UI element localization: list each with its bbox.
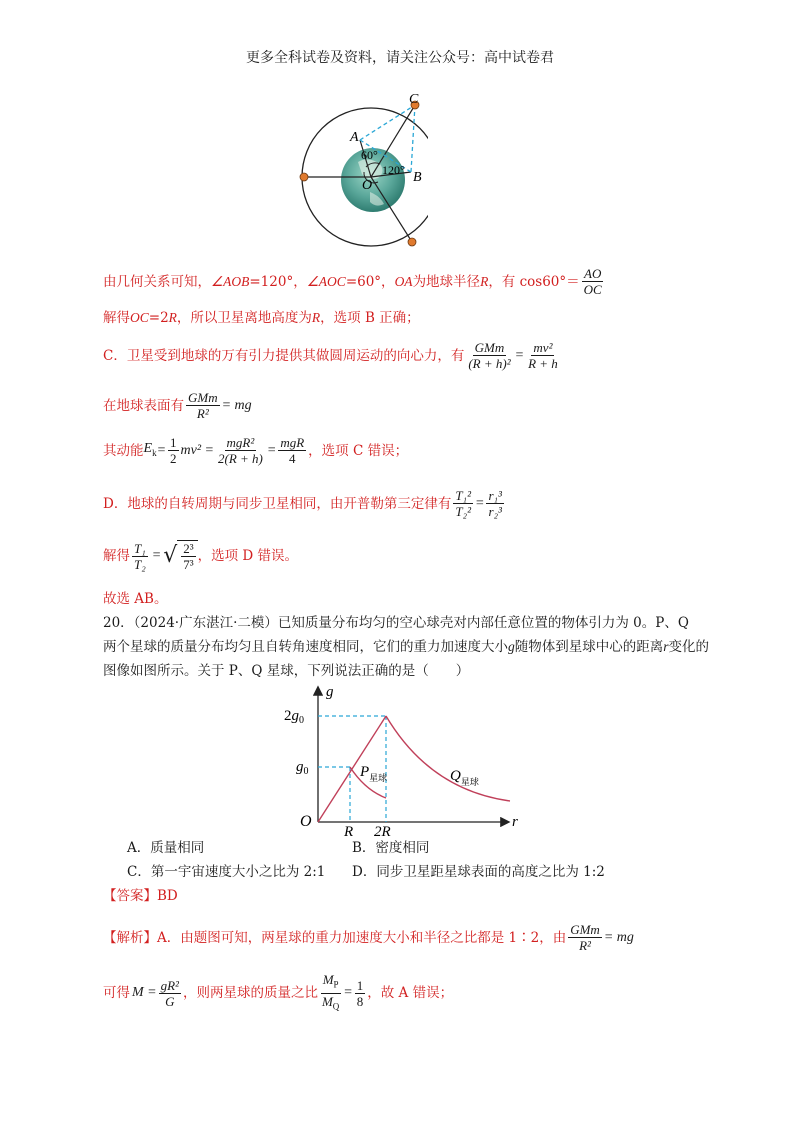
solution-line-1: 由几何关系可知， ∠AOB =120°， ∠AOC =60°， OA 为地球半径 R ，有 cos60°＝ $\frac{AO}{OC}$ [103, 266, 602, 297]
option-d[interactable]: D．同步卫星距星球表面的高度之比为 1:2 [352, 864, 605, 880]
page-header: 更多全科试卷及资料，请关注公众号：高中试卷君 [246, 50, 554, 66]
analysis-line-1: 【解析】 A．由题图可知，两星球的重力加速度大小和半径之比都是 1∶2，由 $\frac{\text{GMm}}{\text{R²}}$ = mg [103, 922, 634, 953]
analysis-line-2: 可得 M = $\frac{\text{gR²}}{G}$ ，则两星球的质量之比 $\frac{M_P}{M_Q}$ = $\frac{1}{8}$ ，故 A 错误； [103, 972, 454, 1012]
label-a: A [350, 130, 359, 145]
axis-g-label: g [326, 684, 334, 700]
origin-label: O [300, 813, 312, 830]
label-o: O [362, 178, 373, 193]
question-20-line-3: 图像如图所示。关于 P、Q 星球，下列说法正确的是（ ） [103, 663, 470, 679]
dashed-cb [411, 105, 415, 172]
option-c[interactable]: C．第一宇宙速度大小之比为 2:1 [127, 864, 326, 880]
p-label: $P_{星球}$ [360, 764, 388, 784]
solution-line-6: D．地球的自转周期与同步卫星相同，由开普勒第三定律有 $\frac{\text{T₁²}}{\text{T₂²}}$ = $\frac{\text{r₁³}}{\text{r₂³}}$ [103, 488, 502, 519]
axis-r-label: r [512, 814, 518, 830]
tick-g0: $g_0$ [296, 759, 309, 777]
q-label: $Q_{星球}$ [450, 768, 479, 788]
satellite-dot [300, 173, 308, 181]
tick-r: R [344, 824, 354, 838]
solution-line-5: 其动能 $E_k$ = $\frac{1}{2}$ mv² = $\frac{\text{mgR²}}{2(R + h)}$ = $\frac{\text{mgR}}{4}$ ，选项 C 错误； [103, 435, 409, 466]
tick-2g0: $2g_0$ [284, 708, 304, 726]
orbit-figure [298, 92, 428, 252]
label-b: B [413, 170, 422, 185]
tick-2r: 2R [374, 824, 391, 838]
satellite-dot [408, 238, 416, 246]
solution-line-2: 解得OC=2R，所以卫星离地高度为R，选项 B 正确； [103, 310, 420, 326]
q-curve [386, 716, 510, 801]
answer-line: 【答案】BD [103, 888, 178, 904]
label-c: C [409, 92, 419, 107]
g-r-graph [270, 680, 530, 838]
option-a[interactable]: A．质量相同 [127, 840, 205, 856]
solution-line-3: C．卫星受到地球的万有引力提供其做圆周运动的向心力，有 $\frac{\text{GMm}}{\text{(R + h)²}}$ = $\frac{\text{mv²}}{R + h}$ [103, 340, 558, 371]
label-60: 60° [361, 148, 378, 162]
solution-line-7: 解得 $\frac{\text{T₁}}{\text{T₂}}$ = √ $\frac{\text{2³}}{\text{7³}}$ ，选项 D 错误。 [103, 540, 299, 572]
question-20-line-1: 20．（2024·广东湛江·二模）已知质量分布均匀的空心球壳对内部任意位置的物体引力为 0。P、Q [103, 615, 689, 631]
solution-line-8: 故选 AB。 [103, 591, 168, 607]
label-120: 120° [382, 163, 405, 177]
question-20-line-2: 两个星球的质量分布均匀且自转角速度相同，它们的重力加速度大小g随物体到星球中心的距离r变化的 [103, 639, 710, 655]
solution-line-4: 在地球表面有 $\frac{\text{GMm}}{\text{R²}}$ = mg [103, 390, 252, 421]
option-b[interactable]: B．密度相同 [352, 840, 430, 856]
